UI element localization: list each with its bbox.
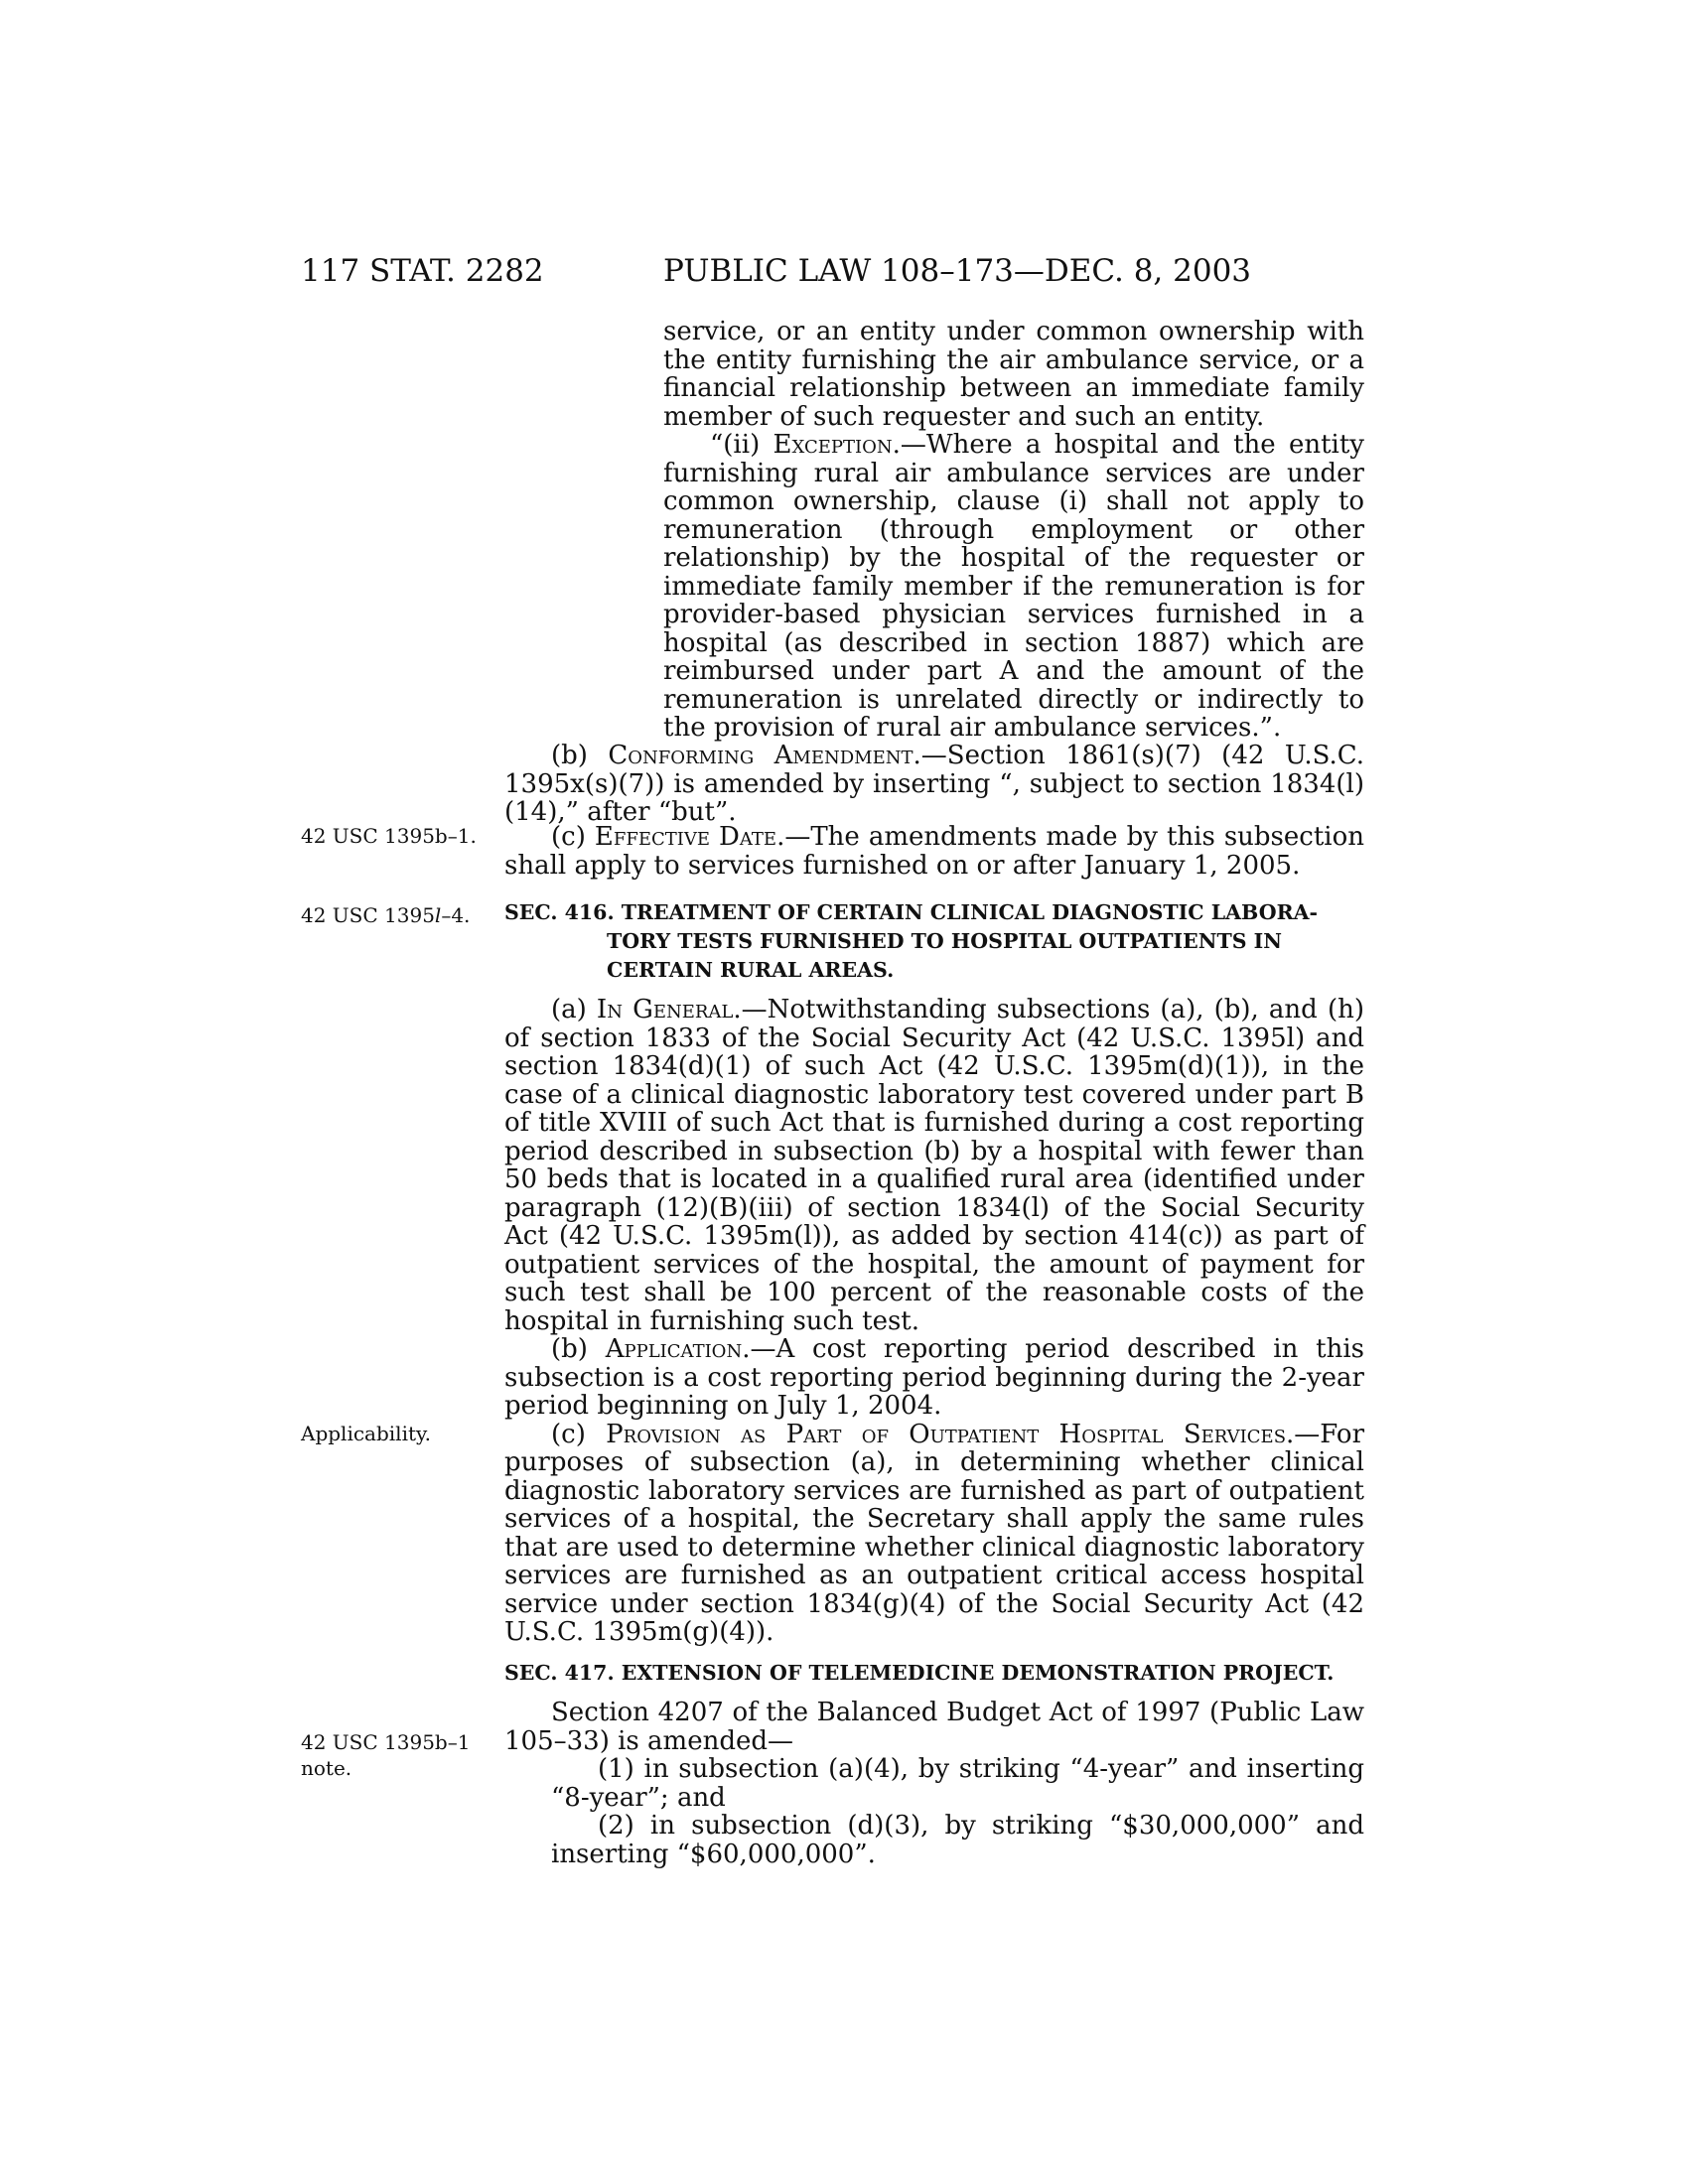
block-quote-continuation — [504, 318, 1364, 743]
subsection-c-text: .—For purposes of subsection (a), in determining whether clinical diagnostic laboratory services are furnished as part of outpatient services of a hospital, the Secretary shall apply the same rules that are used to determine whether clinical diagnostic laboratory services are furnished as an outpatient critical access hospital service under section 1834(g)(4) of the Social Security Act (42 U.S.C. 1395m(g)(4)). — [504, 1419, 1365, 1647]
effective-date-block — [504, 823, 1364, 880]
subsection-c-caption: Provision as Part of Outpatient Hospital Services — [606, 1419, 1287, 1449]
sec-417-heading: SEC. 417. EXTENSION OF TELEMEDICINE DEMONSTRATION PROJECT. — [504, 1661, 1335, 1685]
sec-416-body — [504, 996, 1364, 1647]
sec-417-item-2: (2) in subsection (d)(3), by striking “$30,000,000” and inserting “$60,000,000”. — [551, 1811, 1364, 1869]
subsection-b-caption: Application — [605, 1334, 743, 1364]
conforming-text: .—Section 1861(s)(7) (42 U.S.C. 1395x(s)(7)) is amended by inserting “, subject to section 1834(l)(14),” after “but”. — [504, 741, 1364, 827]
stat-page-number: 117 STAT. 2282 — [301, 253, 544, 289]
sec-416-heading-line1: SEC. 416. TREATMENT OF CERTAIN CLINICAL DIAGNOSTIC LABORA- — [504, 900, 1319, 924]
sec-416-subsection-a — [504, 996, 1364, 1335]
exception-text: .—Where a hospital and the entity furnishing rural air ambulance services are under common ownership, clause (i) shall not apply to remuneration (through employment or other relationship) by the hospital of the requester or immediate family member if the remuneration is for provider-based physician services furnished in a hospital (as described in section 1887) which are reimbursed under part A and the amount of the remuneration is unrelated directly or indirectly to the provision of rural air ambulance services.”. — [663, 430, 1364, 743]
margin-note-applicability: Applicability. — [301, 1422, 431, 1445]
effective-text: .—The amendments made by this subsection shall apply to services furnished on or after January 1, 2005. — [504, 822, 1365, 881]
margin-note-usc-1395l-4 — [301, 902, 480, 928]
sec-416-heading-line3: CERTAIN RURAL AREAS. — [607, 958, 895, 982]
conforming-prefix: (b) — [551, 741, 609, 770]
margin-note-line1: 42 USC 1395b–1 — [301, 1730, 471, 1754]
sec-416-heading — [504, 898, 1364, 985]
continuation-paragraph: service, or an entity under common ownership with the entity furnishing the air ambulance service, or a financial relationship between an immediate family member of such requester and such an entity. — [663, 317, 1364, 432]
sec-416-subsection-b — [504, 1335, 1364, 1421]
margin-note-prefix: 42 USC 1395 — [301, 903, 435, 927]
effective-caption: Effective Date — [594, 822, 777, 852]
subsection-b-prefix: (b) — [551, 1334, 606, 1364]
subsection-a-caption: In General — [596, 995, 734, 1024]
sec-416-subsection-c — [504, 1421, 1364, 1647]
margin-note-usc-1395b-1-note — [301, 1729, 480, 1781]
margin-note-line2: note. — [301, 1756, 352, 1780]
margin-note-italic-l: l — [434, 903, 442, 927]
subsection-a-text: .—Notwithstanding subsections (a), (b), and (h) of section 1833 of the Social Security Act (42 U.S.C. 1395l) and section 1834(d)(1) of such Act (42 U.S.C. 1395m(d)(1)), in the case of a clinical diagnostic laboratory test covered under part B of title XVIII of such Act that is furnished during a cost reporting period described in subsection (b) by a hospital with fewer than 50 beds that is located in a qualified rural area (identified under paragraph (12)(B)(iii) of section 1834(l) of the Social Security Act (42 U.S.C. 1395m(l)), as added by section 414(c)) as part of outpatient services of the hospital, the amount of payment for such test shall be 100 percent of the reasonable costs of the hospital in furnishing such test. — [504, 995, 1364, 1336]
effective-prefix: (c) — [551, 822, 595, 852]
sec-416-heading-line2: TORY TESTS FURNISHED TO HOSPITAL OUTPATIENTS IN — [607, 929, 1282, 953]
exception-prefix: “(ii) — [710, 430, 774, 460]
exception-paragraph — [663, 431, 1364, 743]
page-header — [301, 251, 1363, 291]
margin-note-suffix: –4. — [441, 903, 471, 927]
sec-417-item-1: (1) in subsection (a)(4), by striking “4-year” and inserting “8-year”; and — [551, 1754, 1364, 1813]
effective-date-paragraph — [504, 823, 1364, 880]
conforming-amendment-paragraph — [504, 742, 1364, 827]
exception-caption: Exception — [773, 430, 893, 460]
subsection-c-prefix: (c) — [551, 1419, 607, 1449]
block-quote — [663, 318, 1364, 743]
subsection-a-prefix: (a) — [551, 995, 597, 1024]
public-law-title: PUBLIC LAW 108–173—DEC. 8, 2003 — [663, 253, 1252, 289]
conforming-amendment-block — [504, 742, 1364, 827]
sec-417-body — [504, 1699, 1364, 1868]
sec-417-intro: Section 4207 of the Balanced Budget Act of 1997 (Public Law 105–33) is amended— — [504, 1698, 1364, 1756]
subsection-b-text: .—A cost reporting period described in this subsection is a cost reporting period beginning during the 2-year period beginning on July 1, 2004. — [504, 1334, 1364, 1421]
conforming-caption: Conforming Amendment — [608, 741, 914, 770]
margin-note-usc-1395b-1: 42 USC 1395b–1. — [301, 824, 477, 848]
